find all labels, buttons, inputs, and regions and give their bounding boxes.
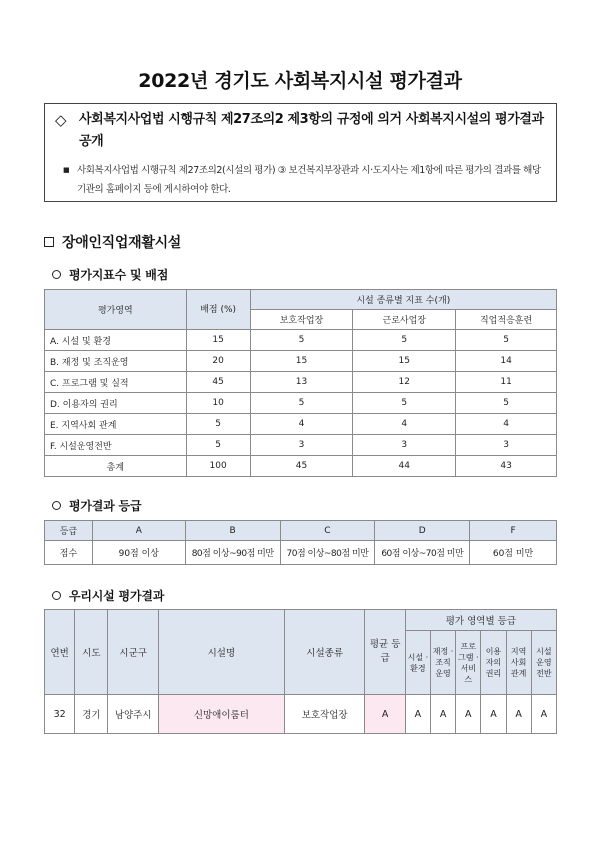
value-cell: 5 bbox=[456, 330, 557, 351]
area-header: 시설 운영 전반 bbox=[531, 631, 556, 695]
square-bullet-icon: ■ bbox=[63, 166, 70, 174]
area-header: 프로 그램 · 서비 스 bbox=[456, 631, 481, 695]
value-cell: 3 bbox=[456, 435, 557, 456]
value-cell: 14 bbox=[456, 351, 557, 372]
value-cell: 3 bbox=[250, 435, 353, 456]
table-row bbox=[45, 414, 557, 435]
sigungu-cell: 남양주시 bbox=[108, 695, 158, 734]
score-range-cell: 60점 이상~70점 미만 bbox=[375, 541, 470, 565]
section-title bbox=[44, 232, 181, 252]
area-header: 지역 사회 관계 bbox=[506, 631, 531, 695]
circle-icon bbox=[52, 270, 61, 279]
notice-box bbox=[44, 103, 557, 202]
area-header: 시설 · 환경 bbox=[405, 631, 430, 695]
col-area-group-header: 평가 영역별 등급 bbox=[405, 610, 556, 631]
value-cell: 5 bbox=[456, 393, 557, 414]
value-cell: 4 bbox=[250, 414, 353, 435]
notice-body-text: 사회복지사업법 시행규칙 제27조의2(시설의 평가) ③ 보건복지부장관과 시·도지사는 제1항에 따른 평가의 결과를 해당 기관의 홈페이지 등에 게시하여야 한다. bbox=[77, 165, 541, 195]
indicator-heading-text: 평가지표수 및 배점 bbox=[69, 268, 169, 282]
total-value: 44 bbox=[353, 456, 456, 477]
area-cell: D. 이용자의 권리 bbox=[45, 393, 187, 414]
score-cell: 15 bbox=[186, 330, 250, 351]
notice-heading bbox=[55, 109, 550, 153]
section-title-text: 장애인직업재활시설 bbox=[62, 235, 182, 251]
col-sigungu-header: 시군구 bbox=[108, 610, 158, 695]
total-label: 총계 bbox=[45, 456, 187, 477]
value-cell: 15 bbox=[353, 351, 456, 372]
value-cell: 3 bbox=[353, 435, 456, 456]
value-cell: 5 bbox=[250, 330, 353, 351]
indicator-table bbox=[44, 289, 557, 477]
type-cell: 보호작업장 bbox=[284, 695, 365, 734]
result-table bbox=[44, 609, 557, 734]
total-row bbox=[45, 456, 557, 477]
grade-cell: B bbox=[185, 521, 280, 541]
indicator-heading bbox=[52, 266, 168, 283]
facility-name-cell: 신망애이룸터 bbox=[158, 695, 284, 734]
value-cell: 15 bbox=[250, 351, 353, 372]
area-grade-cell: A bbox=[456, 695, 481, 734]
col-score-header: 배점 (%) bbox=[186, 290, 250, 330]
table-row bbox=[45, 435, 557, 456]
total-value: 45 bbox=[250, 456, 353, 477]
score-cell: 5 bbox=[186, 414, 250, 435]
grade-table bbox=[44, 520, 557, 565]
type-header: 근로사업장 bbox=[353, 310, 456, 330]
score-cell: 10 bbox=[186, 393, 250, 414]
table-row bbox=[45, 372, 557, 393]
col-no-header: 연번 bbox=[45, 610, 75, 695]
value-cell: 5 bbox=[353, 393, 456, 414]
area-grade-cell: A bbox=[506, 695, 531, 734]
col-type-header: 시설종류 bbox=[284, 610, 365, 695]
type-header: 직업적응훈련 bbox=[456, 310, 557, 330]
area-header: 이용 자의 권리 bbox=[481, 631, 506, 695]
grade-heading-text: 평가결과 등급 bbox=[69, 499, 142, 513]
total-value: 43 bbox=[456, 456, 557, 477]
col-group-header: 시설 종류별 지표 수(개) bbox=[250, 290, 556, 310]
value-cell: 5 bbox=[353, 330, 456, 351]
grade-label: 등급 bbox=[45, 521, 93, 541]
notice-body bbox=[63, 161, 550, 199]
value-cell: 13 bbox=[250, 372, 353, 393]
value-cell: 5 bbox=[250, 393, 353, 414]
score-range-cell: 60점 미만 bbox=[470, 541, 557, 565]
value-cell: 4 bbox=[353, 414, 456, 435]
area-cell: F. 시설운영전반 bbox=[45, 435, 187, 456]
score-range-cell: 80점 이상~90점 미만 bbox=[185, 541, 280, 565]
type-header: 보호작업장 bbox=[250, 310, 353, 330]
total-score: 100 bbox=[186, 456, 250, 477]
area-grade-cell: A bbox=[430, 695, 455, 734]
area-grade-cell: A bbox=[405, 695, 430, 734]
area-grade-cell: A bbox=[531, 695, 556, 734]
avg-grade-cell: A bbox=[365, 695, 405, 734]
score-label: 점수 bbox=[45, 541, 93, 565]
table-row bbox=[45, 330, 557, 351]
grade-cell: C bbox=[280, 521, 375, 541]
col-area-header: 평가영역 bbox=[45, 290, 187, 330]
result-heading bbox=[52, 587, 164, 604]
score-cell: 5 bbox=[186, 435, 250, 456]
value-cell: 11 bbox=[456, 372, 557, 393]
score-range-cell: 90점 이상 bbox=[92, 541, 185, 565]
grade-heading bbox=[52, 497, 141, 514]
area-grade-cell: A bbox=[481, 695, 506, 734]
no-cell: 32 bbox=[45, 695, 75, 734]
col-avg-header: 평균 등급 bbox=[365, 610, 405, 695]
circle-icon bbox=[52, 501, 61, 510]
circle-icon bbox=[52, 591, 61, 600]
page-title: 2022년 경기도 사회복지시설 평가결과 bbox=[138, 70, 462, 92]
score-cell: 45 bbox=[186, 372, 250, 393]
value-cell: 12 bbox=[353, 372, 456, 393]
grade-cell: D bbox=[375, 521, 470, 541]
score-range-cell: 70점 이상~80점 미만 bbox=[280, 541, 375, 565]
result-heading-text: 우리시설 평가결과 bbox=[69, 589, 165, 603]
col-sido-header: 시도 bbox=[75, 610, 108, 695]
grade-cell: A bbox=[92, 521, 185, 541]
table-row bbox=[45, 393, 557, 414]
area-cell: B. 재정 및 조직운영 bbox=[45, 351, 187, 372]
area-cell: A. 시설 및 환경 bbox=[45, 330, 187, 351]
score-cell: 20 bbox=[186, 351, 250, 372]
grade-cell: F bbox=[470, 521, 557, 541]
diamond-icon: ◇ bbox=[55, 111, 67, 129]
area-cell: E. 지역사회 관계 bbox=[45, 414, 187, 435]
table-row bbox=[45, 351, 557, 372]
area-cell: C. 프로그램 및 실적 bbox=[45, 372, 187, 393]
col-name-header: 시설명 bbox=[158, 610, 284, 695]
area-header: 재정 · 조직 운영 bbox=[430, 631, 455, 695]
table-row bbox=[45, 695, 557, 734]
sido-cell: 경기 bbox=[75, 695, 108, 734]
value-cell: 4 bbox=[456, 414, 557, 435]
notice-heading-text: 사회복지사업법 시행규칙 제27조의2 제3항의 규정에 의거 사회복지시설의 평가결과 공개 bbox=[79, 112, 544, 149]
square-icon bbox=[44, 237, 54, 247]
